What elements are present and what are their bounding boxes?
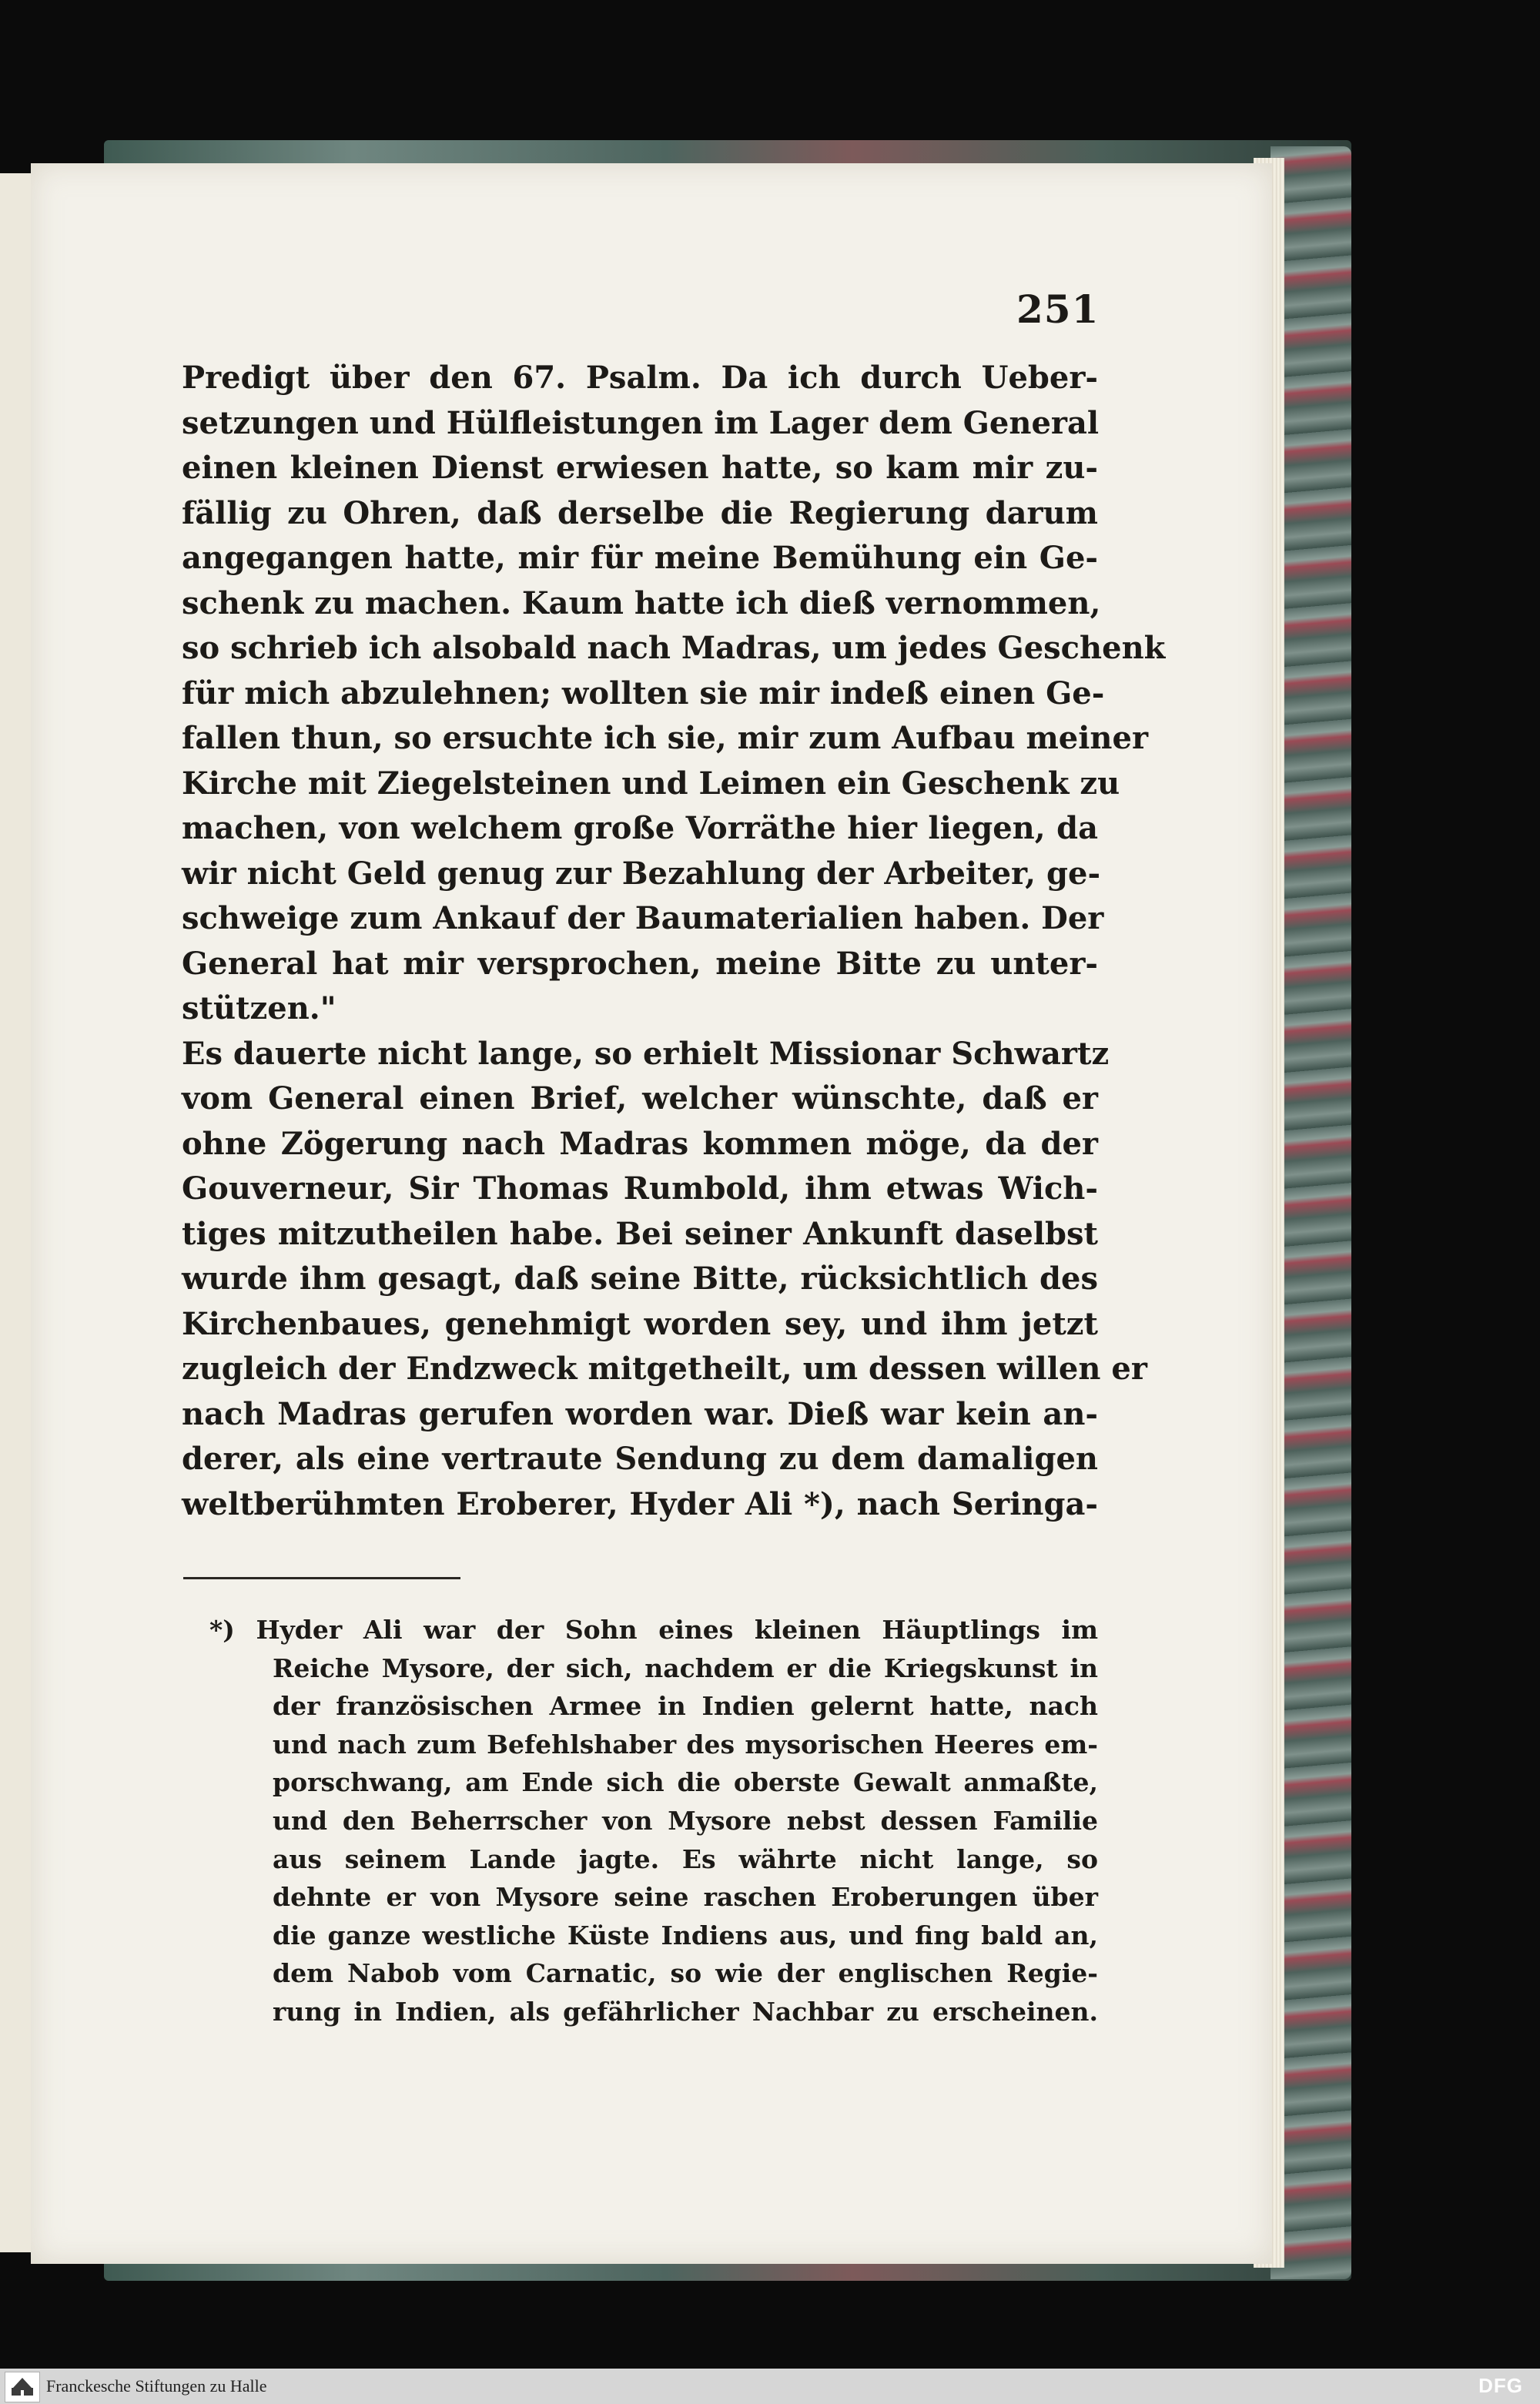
text-line: machen, von welchem große Vorräthe hier liegen, da: [182, 810, 1098, 846]
footnote-line: porschwang, am Ende sich die oberste Gewalt anmaßte,: [273, 1767, 1098, 1798]
text-line: derer, als eine vertraute Sendung zu dem damaligen: [182, 1441, 1098, 1477]
footnote: [182, 1611, 1098, 2031]
footnote-line: dem Nabob vom Carnatic, so wie der englischen Regie-: [273, 1958, 1098, 1989]
text-line: für mich abzulehnen; wollten sie mir indeß einen Ge-: [182, 675, 1105, 711]
text-line: Gouverneur, Sir Thomas Rumbold, ihm etwas Wich-: [182, 1170, 1098, 1207]
footnote-rule: [183, 1577, 460, 1579]
text-line: wurde ihm gesagt, daß seine Bitte, rücksichtlich des: [182, 1261, 1098, 1297]
footnote-line: rung in Indien, als gefährlicher Nachbar zu erscheinen.: [273, 1996, 1098, 2027]
text-line: fallen thun, so ersuchte ich sie, mir zum Aufbau meiner: [182, 720, 1149, 756]
text-line: angegangen hatte, mir für meine Bemühung ein Ge-: [182, 540, 1098, 576]
text-line: Es dauerte nicht lange, so erhielt Missionar Schwartz: [182, 1035, 1110, 1072]
text-line: Predigt über den 67. Psalm. Da ich durch Ueber-: [182, 360, 1098, 396]
footnote-line: dehnte er von Mysore seine raschen Eroberungen über: [273, 1882, 1098, 1913]
footnote-line: und nach zum Befehlshaber des mysorischen Heeres em-: [273, 1729, 1098, 1759]
footnote-line: *) Hyder Ali war der Sohn eines kleinen Häuptlings im: [209, 1615, 1098, 1645]
text-line: weltberühmten Eroberer, Hyder Ali *), nach Seringa-: [182, 1485, 1098, 1522]
text-line: Kirchenbaues, genehmigt worden sey, und ihm jetzt: [182, 1305, 1098, 1342]
text-line: stützen.": [182, 990, 336, 1026]
text-line: einen kleinen Dienst erwiesen hatte, so kam mir zu-: [182, 450, 1098, 486]
institution-name: Franckesche Stiftungen zu Halle: [46, 2376, 267, 2396]
text-line: ohne Zögerung nach Madras kommen möge, da der: [182, 1125, 1098, 1162]
text-line: fällig zu Ohren, daß derselbe die Regierung darum: [182, 494, 1098, 531]
text-line: nach Madras gerufen worden war. Dieß war kein an-: [182, 1395, 1098, 1432]
footnote-line: Reiche Mysore, der sich, nachdem er die Kriegskunst in: [273, 1652, 1098, 1683]
text-line: zugleich der Endzweck mitgetheilt, um dessen willen er: [182, 1351, 1147, 1387]
body-text: [182, 356, 1166, 1527]
text-line: schenk zu machen. Kaum hatte ich dieß vernommen,: [182, 584, 1101, 621]
facing-page-edge: [0, 173, 34, 2252]
footnote-line: die ganze westliche Küste Indiens aus, und fing bald an,: [273, 1920, 1098, 1950]
text-line: tiges mitzutheilen habe. Bei seiner Ankunft daselbst: [182, 1215, 1098, 1252]
text-line: wir nicht Geld genug zur Bezahlung der Arbeiter, ge-: [182, 855, 1101, 892]
text-line: vom General einen Brief, welcher wünschte, daß er: [182, 1080, 1098, 1117]
text-line: Kirche mit Ziegelsteinen und Leimen ein Geschenk zu: [182, 765, 1120, 802]
dfg-logo: DFG: [1478, 2374, 1523, 2397]
footnote-line: und den Beherrscher von Mysore nebst dessen Familie: [273, 1805, 1098, 1836]
text-line: setzungen und Hülfleistungen im Lager dem General: [182, 404, 1100, 441]
text-line: schweige zum Ankauf der Baumaterialien haben. Der: [182, 900, 1104, 936]
page-number: 251: [1016, 286, 1100, 332]
footnote-line: aus seinem Lande jagte. Es währte nicht lange, so: [273, 1843, 1098, 1874]
text-line: so schrieb ich alsobald nach Madras, um jedes Geschenk: [182, 630, 1166, 666]
text-line: General hat mir versprochen, meine Bitte zu unter-: [182, 945, 1098, 982]
franckesche-stiftungen-logo-icon: [5, 2372, 40, 2402]
footnote-line: der französischen Armee in Indien gelernt hatte, nach: [273, 1691, 1098, 1722]
